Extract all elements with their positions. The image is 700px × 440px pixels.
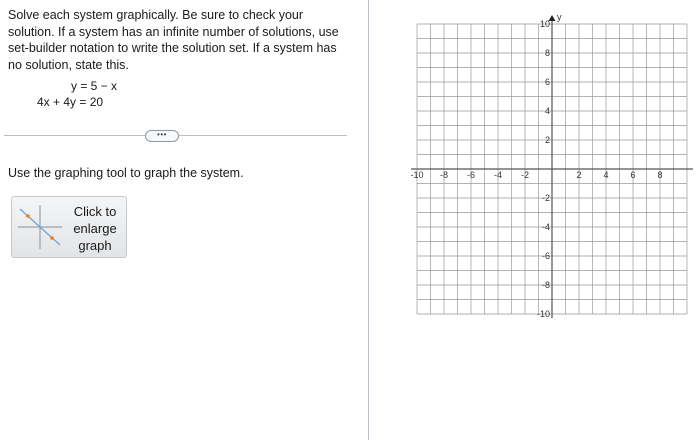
problem-instructions: Solve each system graphically. Be sure to check your solution. If a system has an infinite number of solutions, use set-builder notation to write the solution set. If a system has no solution, state this. (8, 8, 339, 72)
equation-2: 4x + 4y = 20 (37, 94, 104, 109)
enlarge-line-2: enlarge (73, 221, 117, 236)
system-equations (37, 79, 117, 110)
x-tick-label: -4 (493, 170, 503, 180)
y-tick-label: 8 (544, 48, 550, 58)
enlarge-line-3: graph (78, 238, 112, 253)
x-tick-label: 8 (657, 170, 663, 180)
y-tick-label: 10 (539, 19, 550, 29)
pane-divider (368, 0, 369, 440)
y-tick-label: -8 (541, 280, 550, 290)
y-tick-label: 4 (544, 106, 550, 116)
x-tick-label: 4 (603, 170, 609, 180)
y-tick-label: 2 (544, 135, 550, 145)
y-tick-label: -10 (536, 309, 550, 319)
enlarge-line-1: Click to (73, 204, 117, 219)
y-tick-label: -4 (541, 222, 550, 232)
coordinate-graph (405, 12, 695, 319)
x-tick-label: -8 (439, 170, 449, 180)
x-tick-label: -6 (466, 170, 476, 180)
more-options-button[interactable]: ••• (145, 130, 179, 142)
graphing-tool-instruction: Use the graphing tool to graph the system. (8, 166, 244, 180)
y-tick-label: -2 (541, 193, 550, 203)
y-tick-label: 6 (544, 77, 550, 87)
enlarge-graph-button[interactable] (11, 196, 127, 258)
graph-axes (411, 15, 693, 318)
x-tick-label: -10 (410, 170, 424, 180)
equation-1: y = 5 − x (71, 79, 118, 93)
x-tick-label: -2 (520, 170, 530, 180)
y-tick-label: -6 (541, 251, 550, 261)
x-tick-label: 2 (576, 170, 582, 180)
y-axis-label: y (557, 12, 562, 22)
x-tick-label: 6 (630, 170, 636, 180)
enlarge-graph-label (68, 203, 122, 254)
graph-thumbnail-icon (16, 203, 64, 251)
